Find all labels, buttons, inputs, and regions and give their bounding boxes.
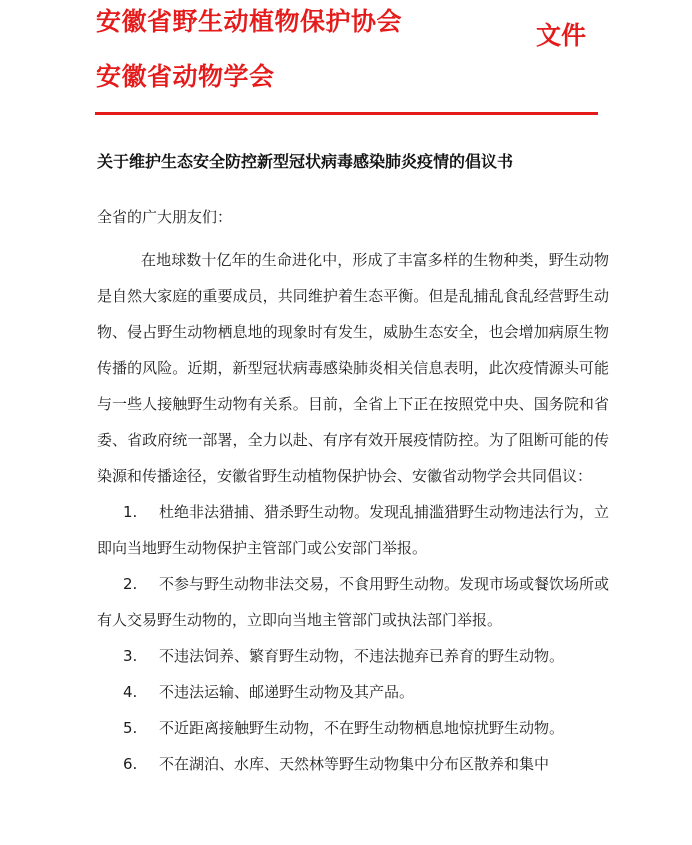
list-item-number: 3.: [123, 647, 138, 665]
list-item-text: 不近距离接触野生动物，不在野生动物栖息地惊扰野生动物。: [159, 719, 565, 737]
list-item-number: 6.: [123, 755, 138, 773]
issuer-name-2: 安徽省动物学会: [96, 62, 275, 91]
list-item-number: 1.: [123, 503, 138, 521]
list-item: [97, 746, 609, 782]
list-item: [97, 674, 609, 710]
red-header-rule: [95, 112, 598, 115]
document-title: 关于维护生态安全防控新型冠状病毒感染肺炎疫情的倡议书: [97, 152, 514, 171]
list-item-number: 2.: [123, 575, 138, 593]
list-item: [97, 494, 609, 566]
list-item-text: 不违法饲养、繁育野生动物，不违法抛弃已养育的野生动物。: [159, 647, 565, 665]
document-type-label: 文件: [536, 21, 587, 50]
list-item: [97, 710, 609, 746]
list-item-number: 4.: [123, 683, 138, 701]
list-item-text: 不在湖泊、水库、天然林等野生动物集中分布区散养和集中: [159, 755, 550, 773]
list-item: [97, 638, 609, 674]
issuer-name-1: 安徽省野生动植物保护协会: [96, 7, 403, 36]
list-item: [97, 566, 609, 638]
list-item-text: 杜绝非法猎捕、猎杀野生动物。发现乱捕滥猎野生动物违法行为，立即向当地野生动物保护主管部门或公安部门举报。: [97, 503, 610, 557]
list-item-text: 不参与野生动物非法交易，不食用野生动物。发现市场或餐饮场所或有人交易野生动物的，立即向当地主管部门或执法部门举报。: [97, 575, 610, 629]
salutation: 全省的广大朋友们：: [97, 208, 233, 226]
body-paragraph: 在地球数十亿年的生命进化中，形成了丰富多样的生物种类，野生动物是自然大家庭的重要成员，共同维护着生态平衡。但是乱捕乱食乱经营野生动物、侵占野生动物栖息地的现象时有发生，威胁生态安全，也会增加病原生物传播的风险。近期，新型冠状病毒感染肺炎相关信息表明，此次疫情源头可能与一些人接触野生动物有关系。目前，全省上下正在按照党中央、国务院和省委、省政府统一部署，全力以赴、有序有效开展疫情防控。为了阻断可能的传染源和传播途径，安徽省野生动植物保护协会、安徽省动物学会共同倡议：: [97, 251, 609, 485]
document-body: [97, 190, 609, 782]
list-item-number: 5.: [123, 719, 138, 737]
list-item-text: 不违法运输、邮递野生动物及其产品。: [159, 683, 415, 701]
